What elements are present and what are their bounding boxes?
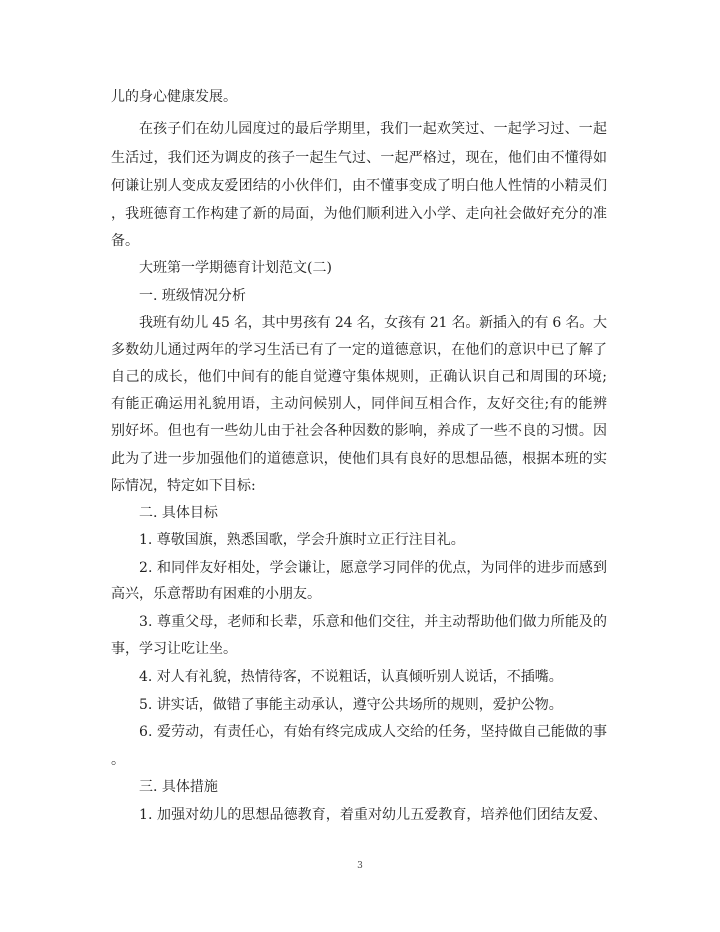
text-line: ，我班德育工作构建了新的局面，为他们顺利进入小学、走向社会做好充分的准	[111, 206, 608, 222]
text-line: 事，学习让吃让坐。	[111, 641, 237, 657]
text-line: 二. 具体目标	[139, 505, 218, 521]
text-line: 此为了进一步加强他们的道德意识，使他们具有良好的思想品德，根据本班的实	[111, 451, 608, 467]
text-line: 际情况，特定如下目标:	[111, 478, 256, 494]
text-line: 高兴，乐意帮助有困难的小朋友。	[111, 586, 321, 602]
text-line: 多数幼儿通过两年的学习生活已有了一定的道德意识，在他们的意识中已了解了	[111, 342, 608, 358]
text-line: 大班第一学期德育计划范文(二)	[139, 260, 332, 276]
text-line: 1. 加强对幼儿的思想品德教育，着重对幼儿五爱教育，培养他们团结友爱、	[139, 807, 608, 823]
text-line: 何谦让别人变成友爱团结的小伙伴们，由不懂事变成了明白他人性情的小精灵们	[111, 178, 608, 194]
page-number: 3	[357, 861, 363, 871]
text-line: 自己的成长，他们中间有的能自觉遵守集体规则，正确认识自己和周围的环境;	[111, 369, 608, 385]
text-line: 4. 对人有礼貌，热情待客，不说粗话，认真倾听别人说话，不插嘴。	[139, 669, 563, 685]
text-line: 别好坏。但也有一些幼儿由于社会各种因数的影响，养成了一些不良的习惯。因	[111, 423, 608, 439]
text-line: 三. 具体措施	[139, 779, 218, 795]
text-line: 在孩子们在幼儿园度过的最后学期里，我们一起欢笑过、一起学习过、一起	[139, 121, 608, 137]
text-line: 1. 尊敬国旗，熟悉国歌，学会升旗时立正行注目礼。	[139, 532, 465, 548]
text-line: 。	[111, 752, 125, 768]
text-line: 备。	[111, 233, 139, 249]
text-line: 我班有幼儿 45 名，其中男孩有 24 名，女孩有 21 名。新插入的有 6 名。大	[139, 315, 607, 331]
text-line: 6. 爱劳动，有责任心，有始有终完成成人交给的任务，坚持做自己能做的事	[139, 724, 608, 740]
text-line: 儿的身心健康发展。	[111, 89, 237, 105]
text-line: 3. 尊重父母，老师和长辈，乐意和他们交往，并主动帮助他们做力所能及的	[139, 614, 608, 630]
text-line: 一. 班级情况分析	[139, 288, 246, 304]
text-line: 5. 讲实话，做错了事能主动承认，遵守公共场所的规则，爱护公物。	[139, 697, 563, 713]
text-line: 2. 和同伴友好相处，学会谦让，愿意学习同伴的优点，为同伴的进步而感到	[139, 560, 608, 576]
text-line: 生活过，我们还为调皮的孩子一起生气过、一起严格过，现在，他们由不懂得如	[111, 150, 608, 166]
text-line: 有能正确运用礼貌用语，主动问候别人，同伴间互相合作，友好交往;有的能辨	[111, 396, 608, 412]
